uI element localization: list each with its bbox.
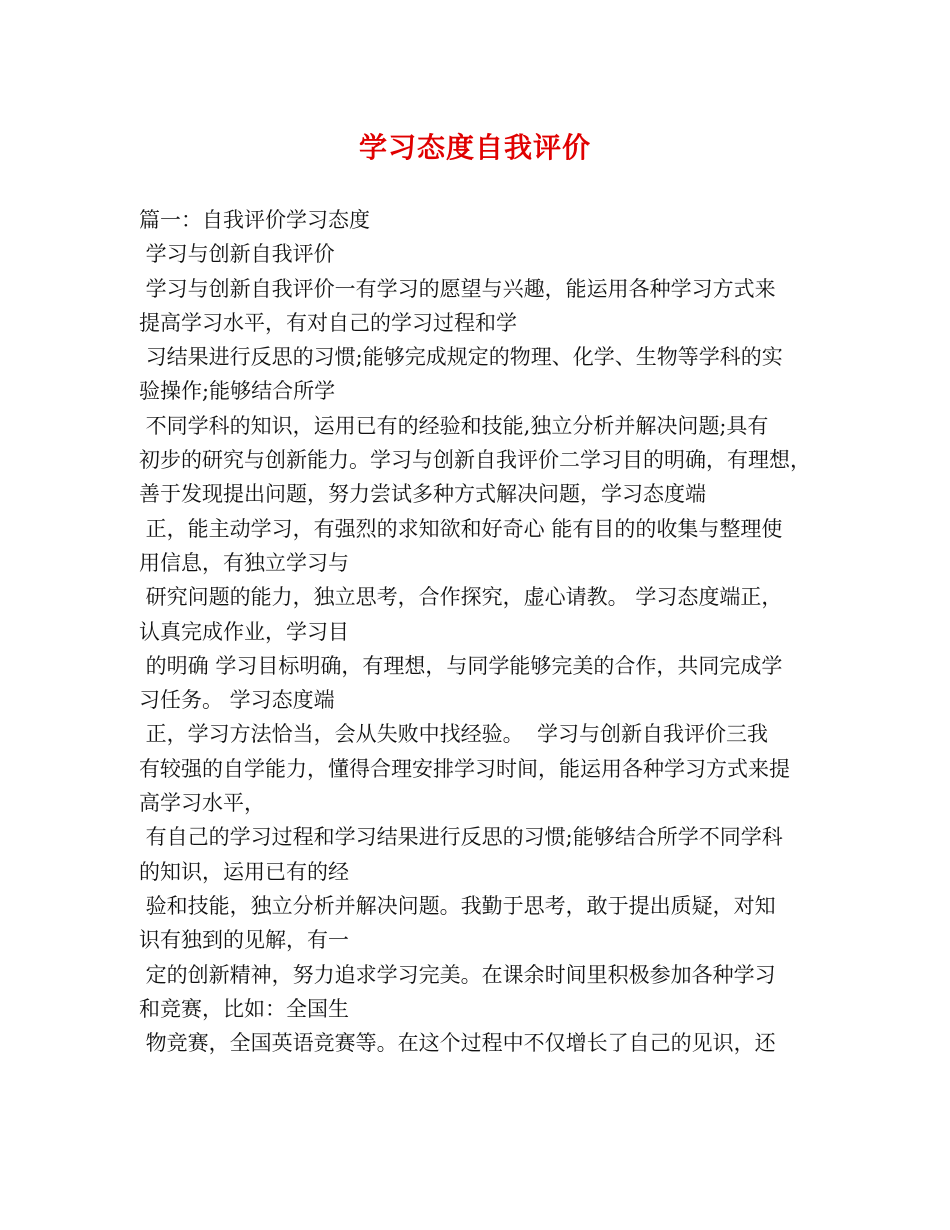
body-line: 用信息，有独立学习与 [139,550,349,575]
body-line: 有自己的学习过程和学习结果进行反思的习惯;能够结合所学不同学科 [139,825,783,850]
body-line: 研究问题的能力，独立思考，合作探究，虚心请教。 学习态度端正， [139,585,783,610]
body-line: 学习与创新自我评价 [139,242,335,267]
body-line: 和竞赛，比如：全国生 [139,996,349,1021]
body-line: 的明确 学习目标明确，有理想，与同学能够完美的合作，共同完成学 [139,653,783,678]
body-line: 习结果进行反思的习惯;能够完成规定的物理、化学、生物等学科的实 [139,345,783,370]
body-line: 正，能主动学习，有强烈的求知欲和好奇心 能有目的的收集与整理使 [139,516,783,541]
body-line: 的知识，运用已有的经 [139,859,349,884]
body-line: 定的创新精神，努力追求学习完美。在课余时间里积极参加各种学习 [139,962,776,987]
body-line: 识有独到的见解，有一 [139,928,349,953]
body-line: 学习与创新自我评价一有学习的愿望与兴趣，能运用各种学习方式来 [139,276,776,301]
body-line: 初步的研究与创新能力。学习与创新自我评价二学习目的明确，有理想， [139,448,811,473]
body-line: 篇一：自我评价学习态度 [139,208,370,232]
body-line: 提高学习水平，有对自己的学习过程和学 [139,310,517,335]
body-line: 验操作;能够结合所学 [139,379,336,404]
body-line: 验和技能，独立分析并解决问题。我勤于思考，敢于提出质疑，对知 [139,893,776,918]
body-line: 物竞赛，全国英语竞赛等。在这个过程中不仅增长了自己的见识，还 [139,1031,776,1056]
document-body [139,203,819,1060]
body-line: 不同学科的知识，运用已有的经验和技能,独立分析并解决问题;具有 [139,413,769,438]
document-title: 学习态度自我评价 [358,131,591,164]
body-line: 习任务。 学习态度端 [139,688,335,713]
body-line: 高学习水平， [139,791,265,816]
body-line: 有较强的自学能力，懂得合理安排学习时间，能运用各种学习方式来提 [139,756,790,781]
body-line: 善于发现提出问题，努力尝试多种方式解决问题，学习态度端 [139,482,706,507]
body-line: 认真完成作业，学习目 [139,619,349,644]
body-line: 正，学习方法恰当，会从失败中找经验。 学习与创新自我评价三我 [139,722,769,747]
